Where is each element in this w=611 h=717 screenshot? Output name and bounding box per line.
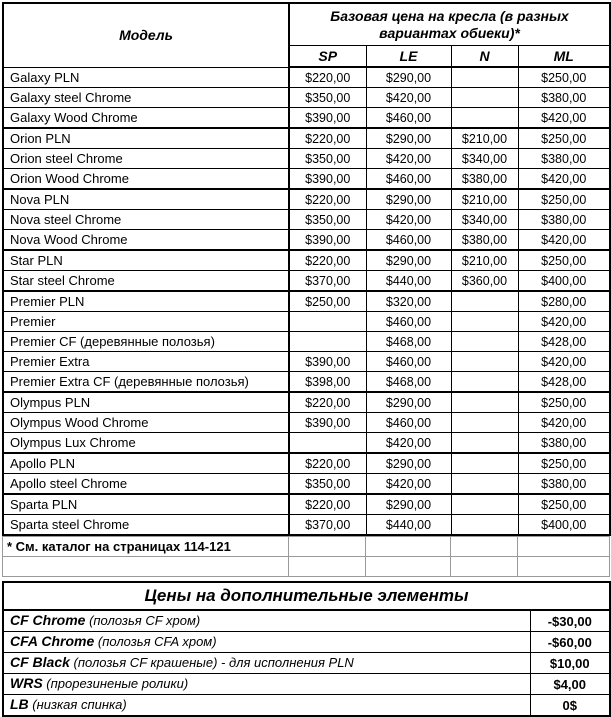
model-cell: Premier CF (деревянные полозья) (3, 332, 289, 352)
price-cell-sp: $220,00 (289, 392, 366, 413)
price-cell-n (451, 291, 518, 312)
price-cell-ml: $280,00 (518, 291, 610, 312)
price-cell-n (451, 494, 518, 515)
price-cell-le: $420,00 (366, 474, 451, 495)
price-cell-ml: $380,00 (518, 88, 610, 108)
price-cell-n: $340,00 (451, 210, 518, 230)
price-cell-ml: $400,00 (518, 271, 610, 292)
extras-row (3, 674, 610, 695)
price-cell-n (451, 433, 518, 454)
model-cell: Apollo steel Chrome (3, 474, 289, 495)
model-cell: Olympus PLN (3, 392, 289, 413)
price-cell-le: $420,00 (366, 149, 451, 169)
price-cell-n: $340,00 (451, 149, 518, 169)
price-cell-sp: $390,00 (289, 413, 366, 433)
extras-row (3, 695, 610, 717)
extra-price-cell: $10,00 (530, 653, 610, 674)
price-cell-sp: $350,00 (289, 210, 366, 230)
table-row (3, 372, 610, 393)
table-row (3, 169, 610, 190)
extra-price-cell: -$30,00 (530, 610, 610, 632)
table-row (3, 413, 610, 433)
price-cell-sp (289, 312, 366, 332)
price-cell-sp: $370,00 (289, 515, 366, 536)
price-cell-ml: $420,00 (518, 413, 610, 433)
extra-code: CF Chrome (10, 612, 86, 628)
model-cell: Orion steel Chrome (3, 149, 289, 169)
model-cell: Premier Extra CF (деревянные полозья) (3, 372, 289, 393)
price-cell-le: $460,00 (366, 352, 451, 372)
price-cell-le: $290,00 (366, 494, 451, 515)
table-row (3, 149, 610, 169)
price-cell-n: $380,00 (451, 169, 518, 190)
table-row (3, 453, 610, 474)
price-cell-sp: $390,00 (289, 230, 366, 251)
empty-cell (289, 537, 366, 557)
model-cell: Star steel Chrome (3, 271, 289, 292)
empty-cell (518, 557, 610, 577)
extra-price-cell: $4,00 (530, 674, 610, 695)
model-cell: Orion PLN (3, 128, 289, 149)
price-cell-n: $210,00 (451, 250, 518, 271)
extras-row (3, 632, 610, 653)
price-cell-sp: $250,00 (289, 291, 366, 312)
table-row (3, 210, 610, 230)
model-cell: Olympus Lux Chrome (3, 433, 289, 454)
extra-description: (полозья CF крашеные) - для исполнения PLN (69, 655, 354, 670)
price-cell-ml: $250,00 (518, 189, 610, 210)
extras-price-table (2, 581, 611, 717)
price-cell-n (451, 108, 518, 129)
price-cell-ml: $250,00 (518, 392, 610, 413)
table-row (3, 189, 610, 210)
price-cell-ml: $428,00 (518, 372, 610, 393)
model-cell: Olympus Wood Chrome (3, 413, 289, 433)
chair-price-table-body (3, 67, 610, 535)
price-cell-sp (289, 332, 366, 352)
catalog-footnote: * См. каталог на страницах 114-121 (3, 537, 289, 557)
empty-cell (3, 557, 289, 577)
extra-price-cell: -$60,00 (530, 632, 610, 653)
price-cell-le: $420,00 (366, 88, 451, 108)
extra-description: (полозья CF хром) (85, 613, 201, 628)
table-row (3, 352, 610, 372)
price-cell-ml: $420,00 (518, 352, 610, 372)
extra-name-cell (3, 653, 530, 674)
extra-name-cell (3, 674, 530, 695)
empty-cell (366, 537, 451, 557)
extras-row (3, 653, 610, 674)
price-cell-n (451, 67, 518, 88)
price-cell-ml: $380,00 (518, 149, 610, 169)
extras-row (3, 610, 610, 632)
price-cell-ml: $420,00 (518, 230, 610, 251)
price-cell-sp: $220,00 (289, 67, 366, 88)
price-cell-le: $460,00 (366, 108, 451, 129)
price-cell-sp: $220,00 (289, 494, 366, 515)
price-cell-ml: $400,00 (518, 515, 610, 536)
price-cell-n (451, 312, 518, 332)
price-cell-le: $290,00 (366, 67, 451, 88)
footnote-grid (2, 536, 610, 577)
table-row (3, 494, 610, 515)
base-price-header-text: Базовая цена на кресла (в разных вариантах обиеки)* (330, 7, 569, 41)
price-cell-ml: $250,00 (518, 250, 610, 271)
price-cell-n (451, 392, 518, 413)
table-row (3, 474, 610, 495)
footnote-row (3, 537, 610, 557)
price-cell-le: $290,00 (366, 128, 451, 149)
model-cell: Galaxy Wood Chrome (3, 108, 289, 129)
extra-code: WRS (10, 675, 43, 691)
price-cell-n (451, 474, 518, 495)
table-row (3, 88, 610, 108)
price-cell-le: $320,00 (366, 291, 451, 312)
table-row (3, 332, 610, 352)
model-cell: Galaxy steel Chrome (3, 88, 289, 108)
price-cell-ml: $250,00 (518, 67, 610, 88)
model-cell: Orion Wood Chrome (3, 169, 289, 190)
table-row (3, 312, 610, 332)
price-cell-le: $460,00 (366, 169, 451, 190)
chair-price-table (2, 2, 611, 536)
model-cell: Apollo PLN (3, 453, 289, 474)
price-cell-sp: $350,00 (289, 149, 366, 169)
empty-cell (518, 537, 610, 557)
column-header-ml: ML (518, 46, 610, 68)
extra-name-cell (3, 695, 530, 717)
price-cell-le: $290,00 (366, 189, 451, 210)
price-cell-sp: $220,00 (289, 189, 366, 210)
price-cell-n (451, 453, 518, 474)
extra-price-cell: 0$ (530, 695, 610, 717)
model-cell: Nova steel Chrome (3, 210, 289, 230)
model-cell: Nova PLN (3, 189, 289, 210)
table-row (3, 108, 610, 129)
base-price-header (289, 3, 610, 46)
price-cell-n (451, 332, 518, 352)
model-cell: Nova Wood Chrome (3, 230, 289, 251)
model-cell: Sparta steel Chrome (3, 515, 289, 536)
price-cell-sp: $398,00 (289, 372, 366, 393)
model-cell: Sparta PLN (3, 494, 289, 515)
model-cell: Premier (3, 312, 289, 332)
price-cell-ml: $380,00 (518, 474, 610, 495)
table-row (3, 392, 610, 413)
price-cell-n (451, 515, 518, 536)
extras-table-title: Цены на дополнительные элементы (3, 582, 610, 610)
price-cell-le: $290,00 (366, 453, 451, 474)
price-cell-le: $460,00 (366, 413, 451, 433)
table-row (3, 271, 610, 292)
price-cell-le: $460,00 (366, 312, 451, 332)
price-cell-n (451, 352, 518, 372)
price-cell-ml: $250,00 (518, 128, 610, 149)
price-cell-le: $468,00 (366, 332, 451, 352)
price-cell-ml: $420,00 (518, 108, 610, 129)
price-cell-le: $290,00 (366, 392, 451, 413)
price-cell-sp: $390,00 (289, 352, 366, 372)
model-column-header: Модель (3, 3, 289, 67)
table-row (3, 515, 610, 536)
extra-code: LB (10, 696, 29, 712)
price-cell-le: $440,00 (366, 271, 451, 292)
price-cell-sp: $220,00 (289, 453, 366, 474)
price-cell-n (451, 88, 518, 108)
extra-code: CF Black (10, 654, 70, 670)
extra-description: (прорезиненые ролики) (42, 676, 189, 691)
price-cell-le: $440,00 (366, 515, 451, 536)
price-cell-sp: $220,00 (289, 250, 366, 271)
price-cell-le: $420,00 (366, 210, 451, 230)
extra-name-cell (3, 610, 530, 632)
price-cell-ml: $250,00 (518, 494, 610, 515)
extra-description: (низкая спинка) (28, 697, 127, 712)
price-cell-le: $460,00 (366, 230, 451, 251)
extra-description: (полозья CFA хром) (94, 634, 217, 649)
price-cell-sp: $350,00 (289, 88, 366, 108)
empty-row (3, 557, 610, 577)
price-cell-n: $210,00 (451, 189, 518, 210)
price-cell-n (451, 413, 518, 433)
table-row (3, 67, 610, 88)
table-row (3, 128, 610, 149)
price-cell-ml: $420,00 (518, 169, 610, 190)
price-cell-sp: $220,00 (289, 128, 366, 149)
price-cell-ml: $380,00 (518, 433, 610, 454)
empty-cell (451, 537, 518, 557)
price-cell-n: $380,00 (451, 230, 518, 251)
price-cell-sp (289, 433, 366, 454)
column-header-le: LE (366, 46, 451, 68)
price-cell-ml: $420,00 (518, 312, 610, 332)
price-cell-ml: $380,00 (518, 210, 610, 230)
price-cell-sp: $350,00 (289, 474, 366, 495)
price-list-document (0, 2, 611, 713)
price-cell-le: $420,00 (366, 433, 451, 454)
table-row (3, 230, 610, 251)
empty-cell (289, 557, 366, 577)
table-row (3, 291, 610, 312)
table-row (3, 250, 610, 271)
price-cell-sp: $390,00 (289, 108, 366, 129)
model-cell: Premier Extra (3, 352, 289, 372)
extra-code: CFA Chrome (10, 633, 95, 649)
price-cell-sp: $370,00 (289, 271, 366, 292)
model-cell: Galaxy PLN (3, 67, 289, 88)
column-header-sp: SP (289, 46, 366, 68)
empty-cell (366, 557, 451, 577)
table-row (3, 433, 610, 454)
extras-table-body (3, 610, 610, 716)
column-header-n: N (451, 46, 518, 68)
price-cell-n: $360,00 (451, 271, 518, 292)
price-cell-n: $210,00 (451, 128, 518, 149)
price-cell-sp: $390,00 (289, 169, 366, 190)
price-cell-ml: $428,00 (518, 332, 610, 352)
price-cell-le: $290,00 (366, 250, 451, 271)
model-cell: Premier PLN (3, 291, 289, 312)
price-cell-le: $468,00 (366, 372, 451, 393)
extra-name-cell (3, 632, 530, 653)
model-cell: Star PLN (3, 250, 289, 271)
empty-cell (451, 557, 518, 577)
table-header-row (3, 3, 610, 46)
extras-header-row (3, 582, 610, 610)
price-cell-n (451, 372, 518, 393)
price-cell-ml: $250,00 (518, 453, 610, 474)
